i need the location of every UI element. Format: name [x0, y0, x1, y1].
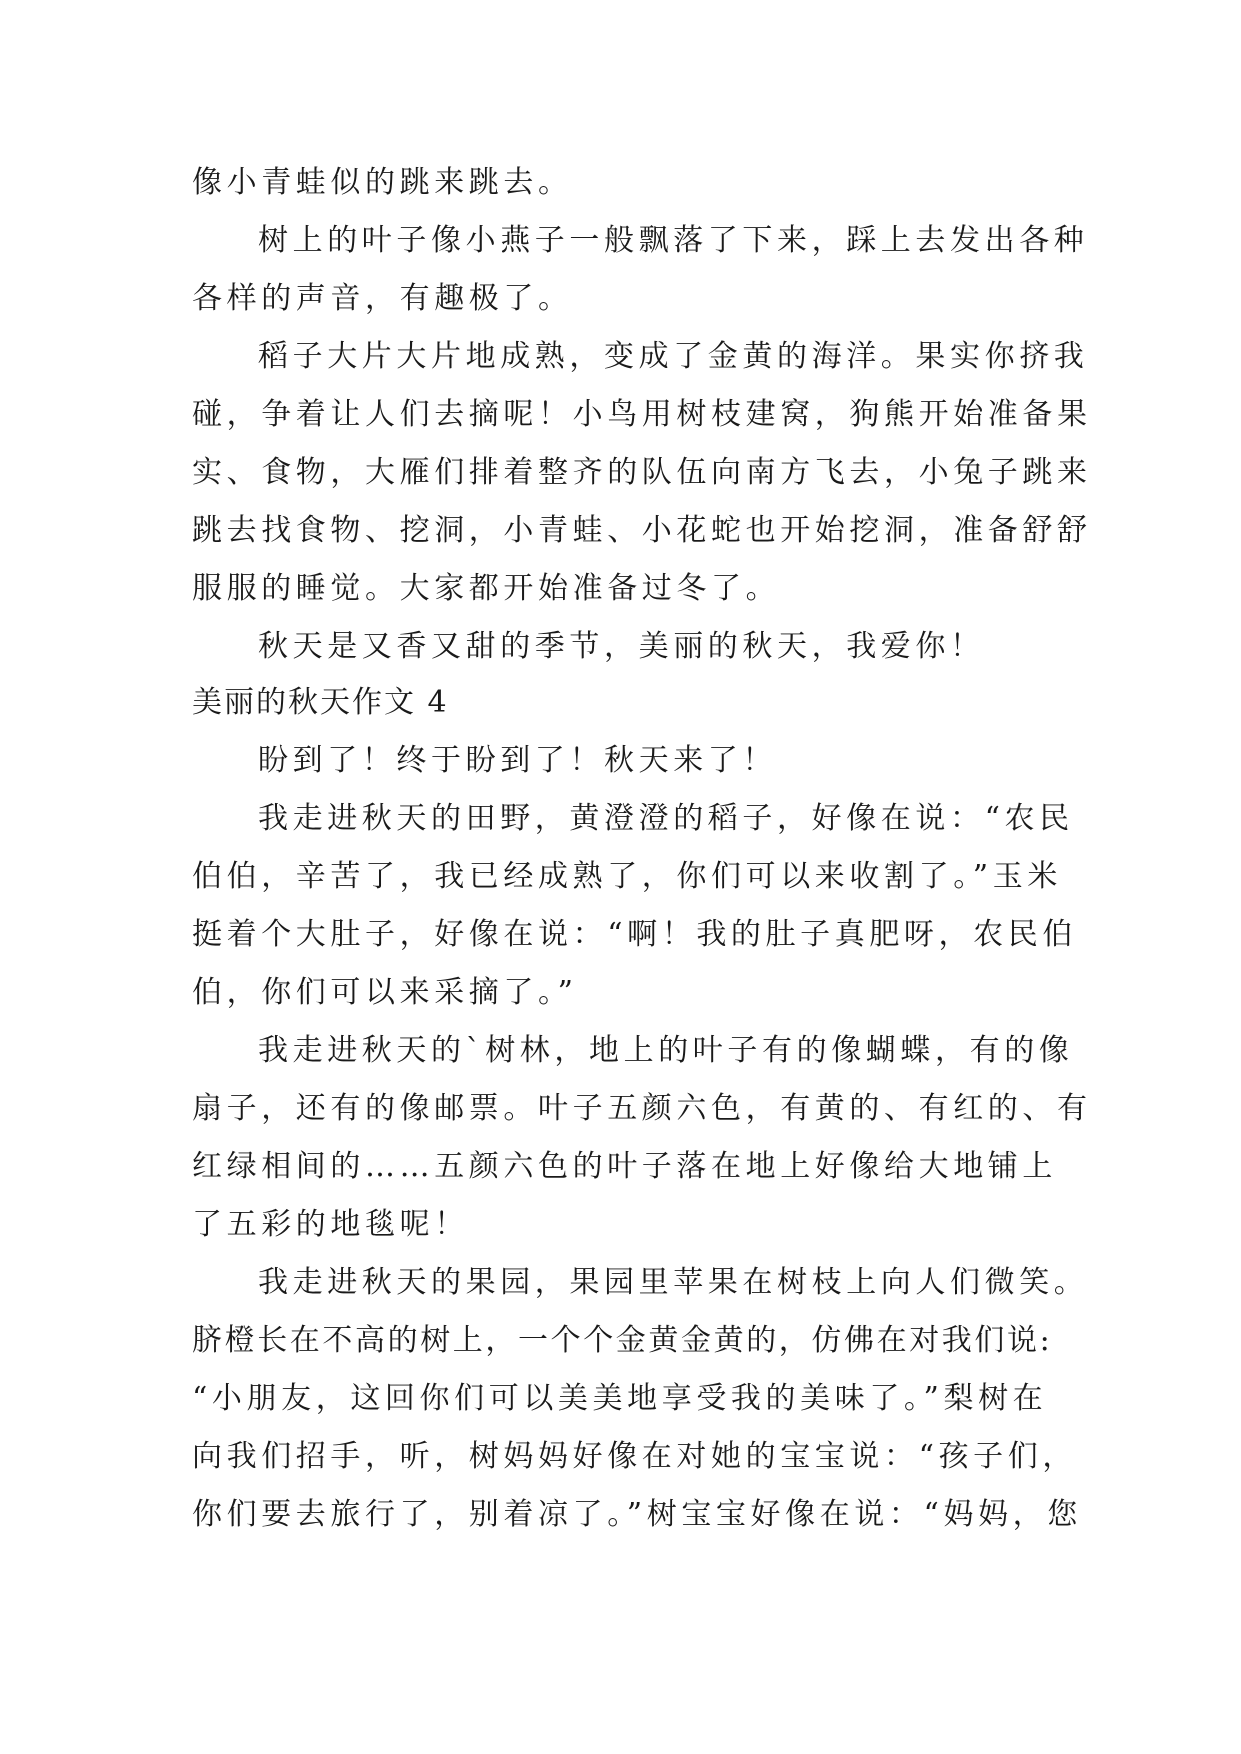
text-line: 实、食物，大雁们排着整齐的队伍向南方飞去，小兔子跳来 [192, 455, 1092, 490]
paragraph-line: 稻子大片大片地成熟，变成了金黄的海洋。果实你挤我 [258, 339, 1089, 374]
text-line: 向我们招手，听，树妈妈好像在对她的宝宝说：“孩子们， [192, 1439, 1077, 1474]
text-line: 服服的睡觉。大家都开始准备过冬了。 [192, 571, 781, 606]
text-line: 扇子，还有的像邮票。叶子五颜六色，有黄的、有红的、有 [192, 1091, 1092, 1126]
text-line: 跳去找食物、挖洞，小青蛙、小花蛇也开始挖洞，准备舒舒 [192, 513, 1092, 548]
paragraph-line: 我走进秋天的果园，果园里苹果在树枝上向人们微笑。 [258, 1265, 1089, 1300]
paragraph-line: 盼到了！终于盼到了！秋天来了！ [258, 743, 777, 778]
text-line: 了五彩的地毯呢！ [192, 1207, 469, 1242]
text-line: 挺着个大肚子，好像在说：“啊！我的肚子真肥呀，农民伯 [192, 917, 1077, 952]
text-line: 你们要去旅行了，别着凉了。”树宝宝好像在说：“妈妈，您 [192, 1497, 1082, 1532]
paragraph-line: 我走进秋天的田野，黄澄澄的稻子，好像在说：“农民 [258, 801, 1074, 836]
text-line: 像小青蛙似的跳来跳去。 [192, 165, 573, 200]
text-line: 红绿相间的……五颜六色的叶子落在地上好像给大地铺上 [192, 1149, 1057, 1184]
paragraph-line: 树上的叶子像小燕子一般飘落了下来，踩上去发出各种 [258, 223, 1089, 258]
text-line: 伯，你们可以来采摘了。” [192, 975, 578, 1010]
text-line: 各样的声音，有趣极了。 [192, 281, 573, 316]
paragraph-line: 秋天是又香又甜的季节，美丽的秋天，我爱你！ [258, 629, 985, 664]
section-title: 美丽的秋天作文 4 [192, 685, 449, 720]
paragraph-line: 我走进秋天的`树林，地上的叶子有的像蝴蝶，有的像 [258, 1033, 1074, 1068]
text-line: 脐橙长在不高的树上，一个个金黄金黄的，仿佛在对我们说: [192, 1323, 1053, 1358]
text-line: 碰，争着让人们去摘呢！小鸟用树枝建窝，狗熊开始准备果 [192, 397, 1092, 432]
text-line: “小朋友，这回你们可以美美地享受我的美味了。”梨树在 [192, 1381, 1048, 1416]
text-line: 伯伯，辛苦了，我已经成熟了，你们可以来收割了。”玉米 [192, 859, 1062, 894]
